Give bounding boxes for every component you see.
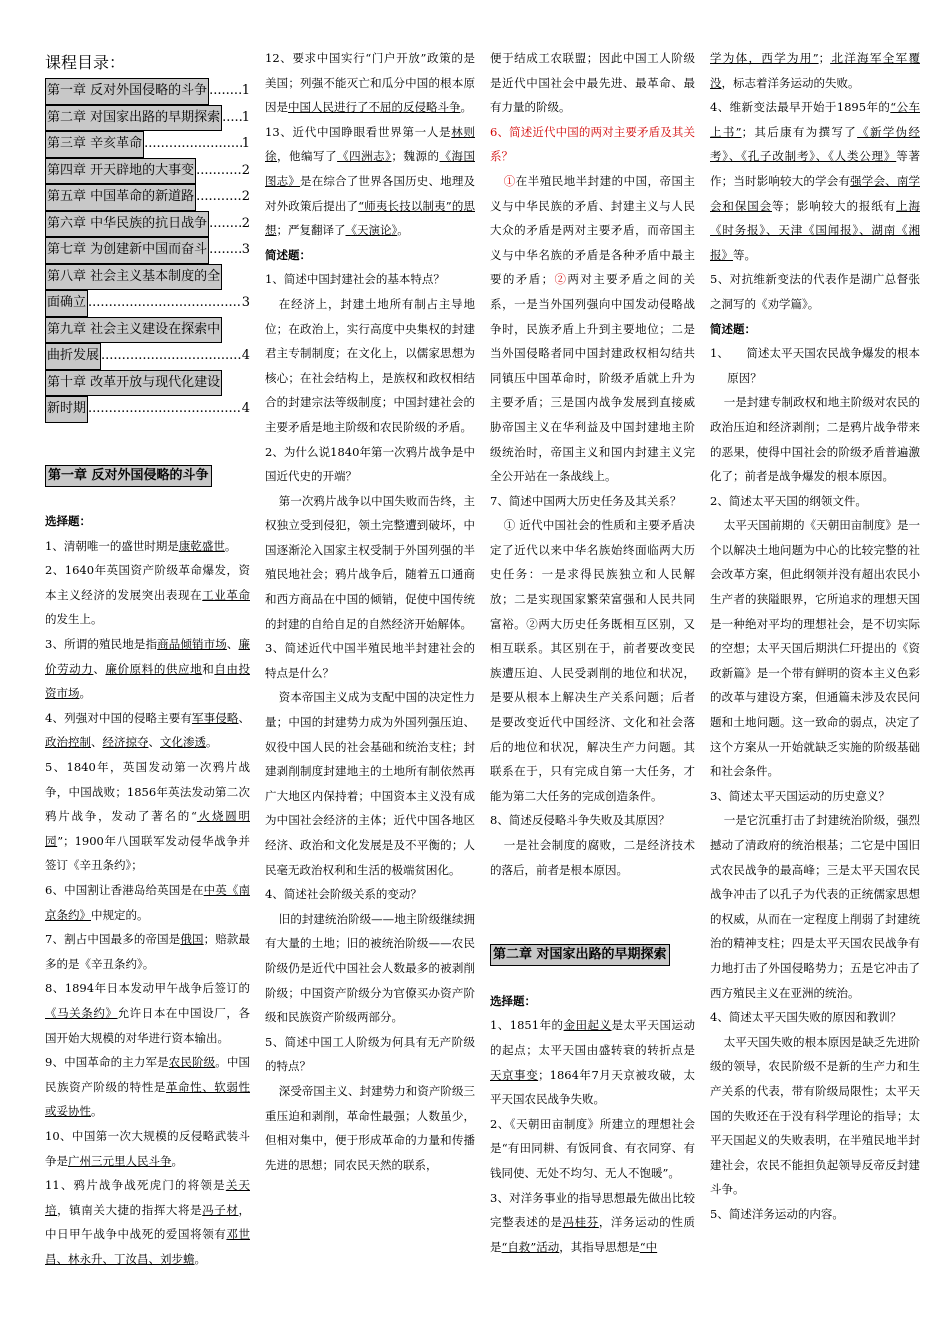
short-q1: 1、简述中国封建社会的基本特点？ (265, 272, 445, 287)
short-q8: 8、简述反侵略斗争失败及其原因？ (490, 813, 670, 828)
short-a6: ①在半殖民地半封建的中国，帝国主义与中华民族的矛盾、封建主义与人民大众的矛盾是两对主要矛盾，而帝国主义与中华名族的矛盾是各种矛盾中最主要的矛盾；②两对主要矛盾之间的关系，一是当外国列强向中国发动侵略战争时，民族矛盾上升到主要地位；二是当外国侵略者同中国封建政权相勾结共同镇压中国革命时，阶级矛盾就上升为主要矛盾；三是国内战争发展到直接威胁帝国主义在华利益及中国封建地主阶级统治时，帝国主义和国内封建主义完全公开站在一条战线上。 (490, 173, 695, 484)
ch2-short-q1: 1、 简述太平天国农民战争爆发的根本原因？ (710, 346, 920, 385)
ch2-short-a3: 一是它沉重打击了封建统治阶级，强烈撼动了清政府的统治根基；二它是中国旧式农民战争的最高峰；三是太平天国农民战争冲击了以孔子为代表的正统儒家思想的权威，从而在一定程度上削弱了封建统治的精神支柱；四是太平天国农民战争有力地打击了外国侵略势力；五是它冲击了西方殖民主义在亚洲的统治。 (710, 813, 920, 1000)
short-q5: 5、简述中国工人阶级为何具有无产阶级的特点？ (265, 1034, 475, 1074)
chapter1-heading: 第一章 反对外国侵略的斗争 (45, 463, 250, 488)
ch2-question-4: 4、维新变法最早开始于1895年的“公车上书”；其后康有为撰写了《新学伪经考》、《孔子改制考》、《人类公理》等著作；当时影响较大的学会有强学会、南学会和保国会等；影响较大的报纸有上海《时务报》、天津《国闻报》、湖南《湘报》等。 (710, 100, 920, 262)
toc-item-ch4[interactable]: 第四章 开天辟地的大事变 ..... 2 (45, 158, 250, 185)
column-1 (45, 50, 250, 1324)
toc-item-ch1[interactable]: 第一章 反对外国侵略的斗争 ..... 1 (45, 78, 250, 105)
question-3: 3、所谓的殖民地是指商品倾销市场、廉价劳动力、廉价原料的供应地和自由投资市场。 (45, 637, 250, 701)
toc-item-ch6[interactable]: 第六章 中华民族的抗日战争 ..... 2 (45, 211, 250, 238)
short-q3: 3、简述近代中国半殖民地半封建社会的特点是什么？ (265, 641, 475, 680)
ch2-question-3-continued: 学为体，西学为用”；北洋海军全军覆没，标志着洋务运动的失败。 (710, 51, 920, 90)
ch2-short-a1: 一是封建专制政权和地主阶级对农民的政治压迫和经济剥削；二是鸦片战争带来的恶果，使得中国社会的阶级矛盾普遍激化了；前者是战争爆发的根本原因。 (710, 395, 920, 484)
ch2-question-2: 2、《天朝田亩制度》所建立的理想社会是“有田同耕、有饭同食、有衣同穿、有钱同使、无处不均匀、无人不饱暖”。 (490, 1116, 695, 1180)
short-a5: 深受帝国主义、封建势力和资产阶级三重压迫和剥削，革命性最强；人数虽少，但相对集中，便于形成革命的力量和传播先进的思想；同农民天然的联系， (265, 1083, 475, 1172)
toc-item-ch10[interactable]: 第十章 改革开放与现代化建设 新时期 ..... 4 (45, 370, 250, 423)
column-4 (710, 46, 920, 1324)
ch2-short-a4: 太平天国失败的根本原因是缺乏先进阶级的领导，农民阶级不是新的生产力和生产关系的代表，带有阶级局限性；太平天国的失败还在于没有科学理论的指导；太平天国起义的失败表明，在半殖民地半封建社会，农民不能担负起领导反帝反封建斗争。 (710, 1034, 920, 1197)
question-2: 2、1640年英国资产阶级革命爆发，资本主义经济的发展突出表现在工业革命的发生上。 (45, 563, 250, 627)
question-12: 12、要求中国实行“门户开放”政策的是美国；列强不能灭亡和瓜分中国的根本原因是中国人民进行了不屈的反侵略斗争。 (265, 51, 475, 115)
ch2-short-a2: 太平天国前期的《天朝田亩制度》是一个以解决土地问题为中心的比较完整的社会改革方案，但此纲领并没有超出农民小生产者的狭隘眼界，它所追求的理想天国是一种绝对平均的理想社会，是不切实际的空想；太平天国后期洪仁玕提出的《资政新篇》是一个带有鲜明的资本主义色彩的改革与建设方案，但通篇未涉及农民问题和土地问题。这一致命的弱点，决定了这个方案从一开始就缺乏实施的阶级基础和社会条件。 (710, 518, 920, 779)
toc-title: 课程目录： (45, 53, 126, 72)
column-3 (490, 46, 695, 1324)
short-q7: 7、简述中国两大历史任务及其关系？ (490, 493, 682, 508)
question-4: 4、列强对中国的侵略主要有军事侵略、政治控制、经济掠夺、文化渗透。 (45, 710, 250, 750)
short-q6: 6、简述近代中国的两对主要矛盾及其关系？ (490, 124, 695, 164)
short-a8: 一是社会制度的腐败，二是经济技术的落后，前者是根本原因。 (490, 838, 695, 877)
toc-item-ch9[interactable]: 第九章 社会主义建设在探索中 曲折发展 ..... 4 (45, 317, 250, 370)
question-6: 6、中国割让香港岛给英国是在中英《南京条约》中规定的。 (45, 883, 250, 922)
question-7: 7、割占中国最多的帝国是俄国；赔款最多的是《辛丑条约》。 (45, 932, 250, 971)
toc-item-ch3[interactable]: 第三章 辛亥革命 ..... 1 (45, 131, 250, 158)
short-a5-continued: 便于结成工农联盟；因此中国工人阶级是近代中国社会中最先进、最革命、最有力量的阶级。 (490, 51, 695, 115)
ch2-question-1: 1、1851年的金田起义是太平天国运动的起点；太平天国由盛转衰的转折点是天京事变；1864年7月天京被攻破，太平天国农民战争失败。 (490, 1018, 695, 1107)
short-a4: 旧的封建统治阶级——地主阶级继续拥有大量的土地；旧的被统治阶级——农民阶级仍是近代中国社会人数最多的被剥削阶级；中国资产阶级分为官僚买办资产阶级和民族资产阶级两部分。 (265, 911, 475, 1025)
question-10: 10、中国第一次大规模的反侵略武装斗争是广州三元里人民斗争。 (45, 1128, 250, 1168)
question-11: 11、鸦片战争战死虎门的将领是关天培，镇南关大捷的指挥大将是冯子材，中日甲午战争中战死的爱国将领有邓世昌、林永升、丁汝昌、刘步蟾。 (45, 1178, 250, 1266)
toc-item-ch7[interactable]: 第七章 为创建新中国而奋斗 ..... 3 (45, 237, 250, 264)
question-8: 8、1894年日本发动甲午战争后签订的《马关条约》允许日本在中国设厂，各国开始大规模的对华进行资本输出。 (45, 981, 250, 1045)
toc-item-ch5[interactable]: 第五章 中国革命的新道路 ..... 2 (45, 184, 250, 211)
toc-item-ch8[interactable]: 第八章 社会主义基本制度的全 面确立 ..... 3 (45, 264, 250, 317)
question-9: 9、中国革命的主力军是农民阶级。中国民族资产阶级的特性是革命性、软弱性或妥协性。 (45, 1055, 250, 1119)
column-2 (265, 46, 475, 1324)
short-answer-title: 简述题： (265, 247, 311, 262)
short-a3: 资本帝国主义成为支配中国的决定性力量；中国的封建势力成为外国列强压迫、奴役中国人民的社会基础和统治支柱；封建剥削制度封建地主的土地所有制依然再广大地区内保持着；中国资本主义没有成为中国社会经济的主体；近代中国各地区经济、政治和文化发展是及不平衡的；人民毫无政治权利和生活的极端贫困化。 (265, 690, 475, 877)
ch2-question-5: 5、对抗维新变法的代表作是湖广总督张之洞写的《劝学篇》。 (710, 272, 920, 311)
question-13: 13、近代中国睁眼看世界第一人是林则徐，他编写了《四洲志》；魏源的《海国图志》是在综合了世界各国历史、地理及对外政策后提出了“师夷长技以制夷”的思想；严复翻译了《天演论》。 (265, 124, 475, 238)
ch2-short-q2: 2、简述太平天国的纲领文件。 (710, 493, 867, 508)
ch2-short-q3: 3、简述太平天国运动的历史意义？ (710, 788, 890, 803)
question-1: 1、清朝唯一的盛世时期是康乾盛世。 (45, 538, 237, 553)
ch2-short-q4: 4、简述太平天国失败的原因和教训？ (710, 1010, 902, 1025)
short-q2: 2、为什么说1840年第一次鸦片战争是中国近代史的开端？ (265, 444, 475, 484)
ch2-question-3: 3、对洋务事业的指导思想最先做出比较完整表述的是冯桂芬，洋务运动的性质是“自救”活动，其指导思想是“中 (490, 1190, 695, 1254)
short-a1: 在经济上，封建土地所有制占主导地位；在政治上，实行高度中央集权的封建君主专制制度；在文化上，以儒家思想为核心；在社会结构上，是族权和政权相结合的封建宗法等级制度；中国封建社会的主要矛盾是地主阶级和农民阶级的矛盾。 (265, 296, 475, 434)
short-q4: 4、简述社会阶级关系的变动？ (265, 887, 422, 902)
short-answer-title-2: 简述题： (710, 321, 756, 336)
ch2-short-q5: 5、简述洋务运动的内容。 (710, 1206, 844, 1221)
short-a7: ① 近代中国社会的性质和主要矛盾决定了近代以来中华名族始终面临两大历史任务：一是求得民族独立和人民解放；二是实现国家繁荣富强和人民共同富裕。②两大历史任务既相互区别，又相互联系。其区别在于，前者要改变民族遭压迫、人民受剥削的地位和状况，是要从根本上解决生产关系问题；后者是要改变近代中国经济、文化和社会落后的地位和状况，解决生产力问题。其联系在于，只有完成自第一大任务，才能为第二大任务的完成创造条件。 (490, 518, 695, 803)
short-a2: 第一次鸦片战争以中国失败而告终，主权独立受到侵犯，领土完整遭到破坏，中国逐渐沦入国家主权受制于外国列强的半殖民地社会；鸦片战争后，随着五口通商和西方商品在中国的倾销，促使中国传统的封建的自给自足的自然经济开始解体。 (265, 493, 475, 631)
question-5: 5、1840年，英国发动第一次鸦片战争，中国战败；1856年英法发动第二次鸦片战争，发动了著名的“火烧圆明园”；1900年八国联军发动侵华战争并签订《辛丑条约》； (45, 760, 250, 873)
chapter2-heading: 第二章 对国家出路的早期探索 (490, 942, 695, 967)
choice-title-2: 选择题： (490, 993, 536, 1008)
choice-title: 选择题： (45, 514, 91, 529)
toc-item-ch2[interactable]: 第二章 对国家出路的早期探索 ..... 1 (45, 105, 250, 132)
